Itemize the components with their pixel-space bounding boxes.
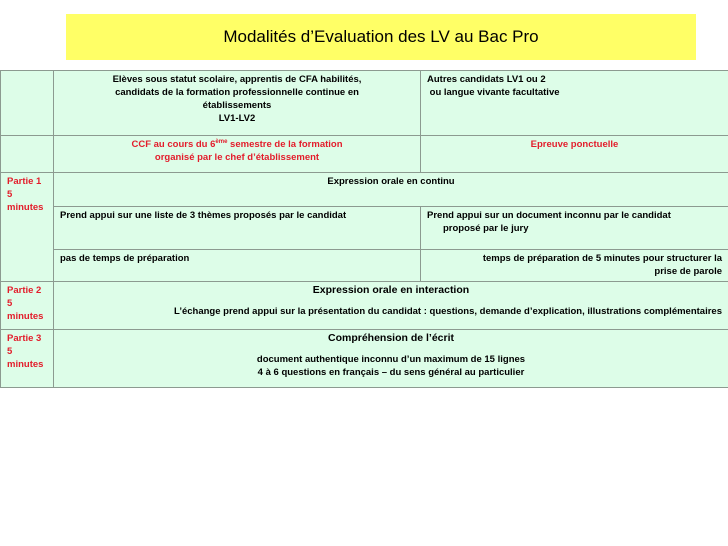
ccf-superscript: ème [215, 138, 228, 145]
header-col1-line3: établissements [202, 100, 272, 111]
partie3-content-cell [54, 330, 728, 388]
partie1-ponct-prep-cell [421, 250, 728, 282]
ponctuelle-mode-cell [421, 136, 728, 173]
partie2-heading: Expression orale en interaction [312, 284, 470, 296]
empty-mode-cell [1, 136, 54, 173]
header-row [1, 71, 728, 136]
partie2-duration: 5 minutes [7, 298, 44, 322]
partie3-row [1, 330, 728, 388]
partie3-detail-line1: document authentique inconnu d’un maximum de 15 lignes [256, 354, 526, 365]
header-col1-line1: Elèves sous statut scolaire, apprentis de CFA habilités, [112, 74, 362, 85]
partie1-label-cell [1, 173, 54, 282]
partie1-prep-row [1, 250, 728, 282]
partie1-ponct-prep-line2: prise de parole [654, 266, 722, 277]
partie1-ponct-support-line2: proposé par le jury [443, 223, 529, 234]
partie3-detail-line2: 4 à 6 questions en français – du sens général au particulier [257, 367, 525, 378]
partie3-heading: Compréhension de l’écrit [327, 332, 455, 344]
partie1-duration: 5 minutes [7, 189, 44, 213]
evaluation-table [0, 70, 728, 388]
header-col2-line2: ou langue vivante facultative [429, 87, 560, 98]
partie1-ponct-prep-line1: temps de préparation de 5 minutes pour structurer la [482, 253, 722, 264]
header-col1-line2: candidats de la formation professionnelle continue en [115, 87, 359, 98]
partie2-row [1, 282, 728, 330]
partie1-heading-row [1, 173, 728, 207]
partie1-ccf-prep: pas de temps de préparation [54, 250, 421, 282]
partie1-label: Partie 1 [7, 176, 42, 187]
partie1-ccf-support: Prend appui sur une liste de 3 thèmes proposés par le candidat [54, 207, 421, 250]
partie2-label: Partie 2 [7, 285, 42, 296]
partie3-label: Partie 3 [7, 333, 42, 344]
ccf-line1-b: semestre de la formation [227, 139, 343, 150]
partie3-duration: 5 minutes [7, 346, 44, 370]
ccf-line2: organisé par le chef d’établissement [154, 152, 320, 163]
partie2-label-cell [1, 282, 54, 330]
empty-corner-cell [1, 71, 54, 136]
school-candidates-header [54, 71, 421, 136]
page-title: Modalités d’Evaluation des LV au Bac Pro [66, 14, 696, 60]
ccf-line1-a: CCF au cours du 6 [131, 139, 216, 150]
partie1-support-row [1, 207, 728, 250]
header-col2-line1: Autres candidats LV1 ou 2 [427, 74, 546, 85]
other-candidates-header [421, 71, 728, 136]
partie2-detail: L’échange prend appui sur la présentation du candidat : questions, demande d’explication, illustrations complémentaires [174, 306, 722, 317]
partie3-label-cell [1, 330, 54, 388]
partie1-heading: Expression orale en continu [54, 173, 728, 207]
partie1-ponct-support-line1: Prend appui sur un document inconnu par le candidat [427, 210, 671, 221]
mode-row [1, 136, 728, 173]
header-col1-line4: LV1-LV2 [218, 113, 256, 124]
ponctuelle-label: Epreuve ponctuelle [530, 139, 619, 150]
partie1-ponct-support-cell [421, 207, 728, 250]
partie2-content-cell [54, 282, 728, 330]
ccf-mode-cell [54, 136, 421, 173]
